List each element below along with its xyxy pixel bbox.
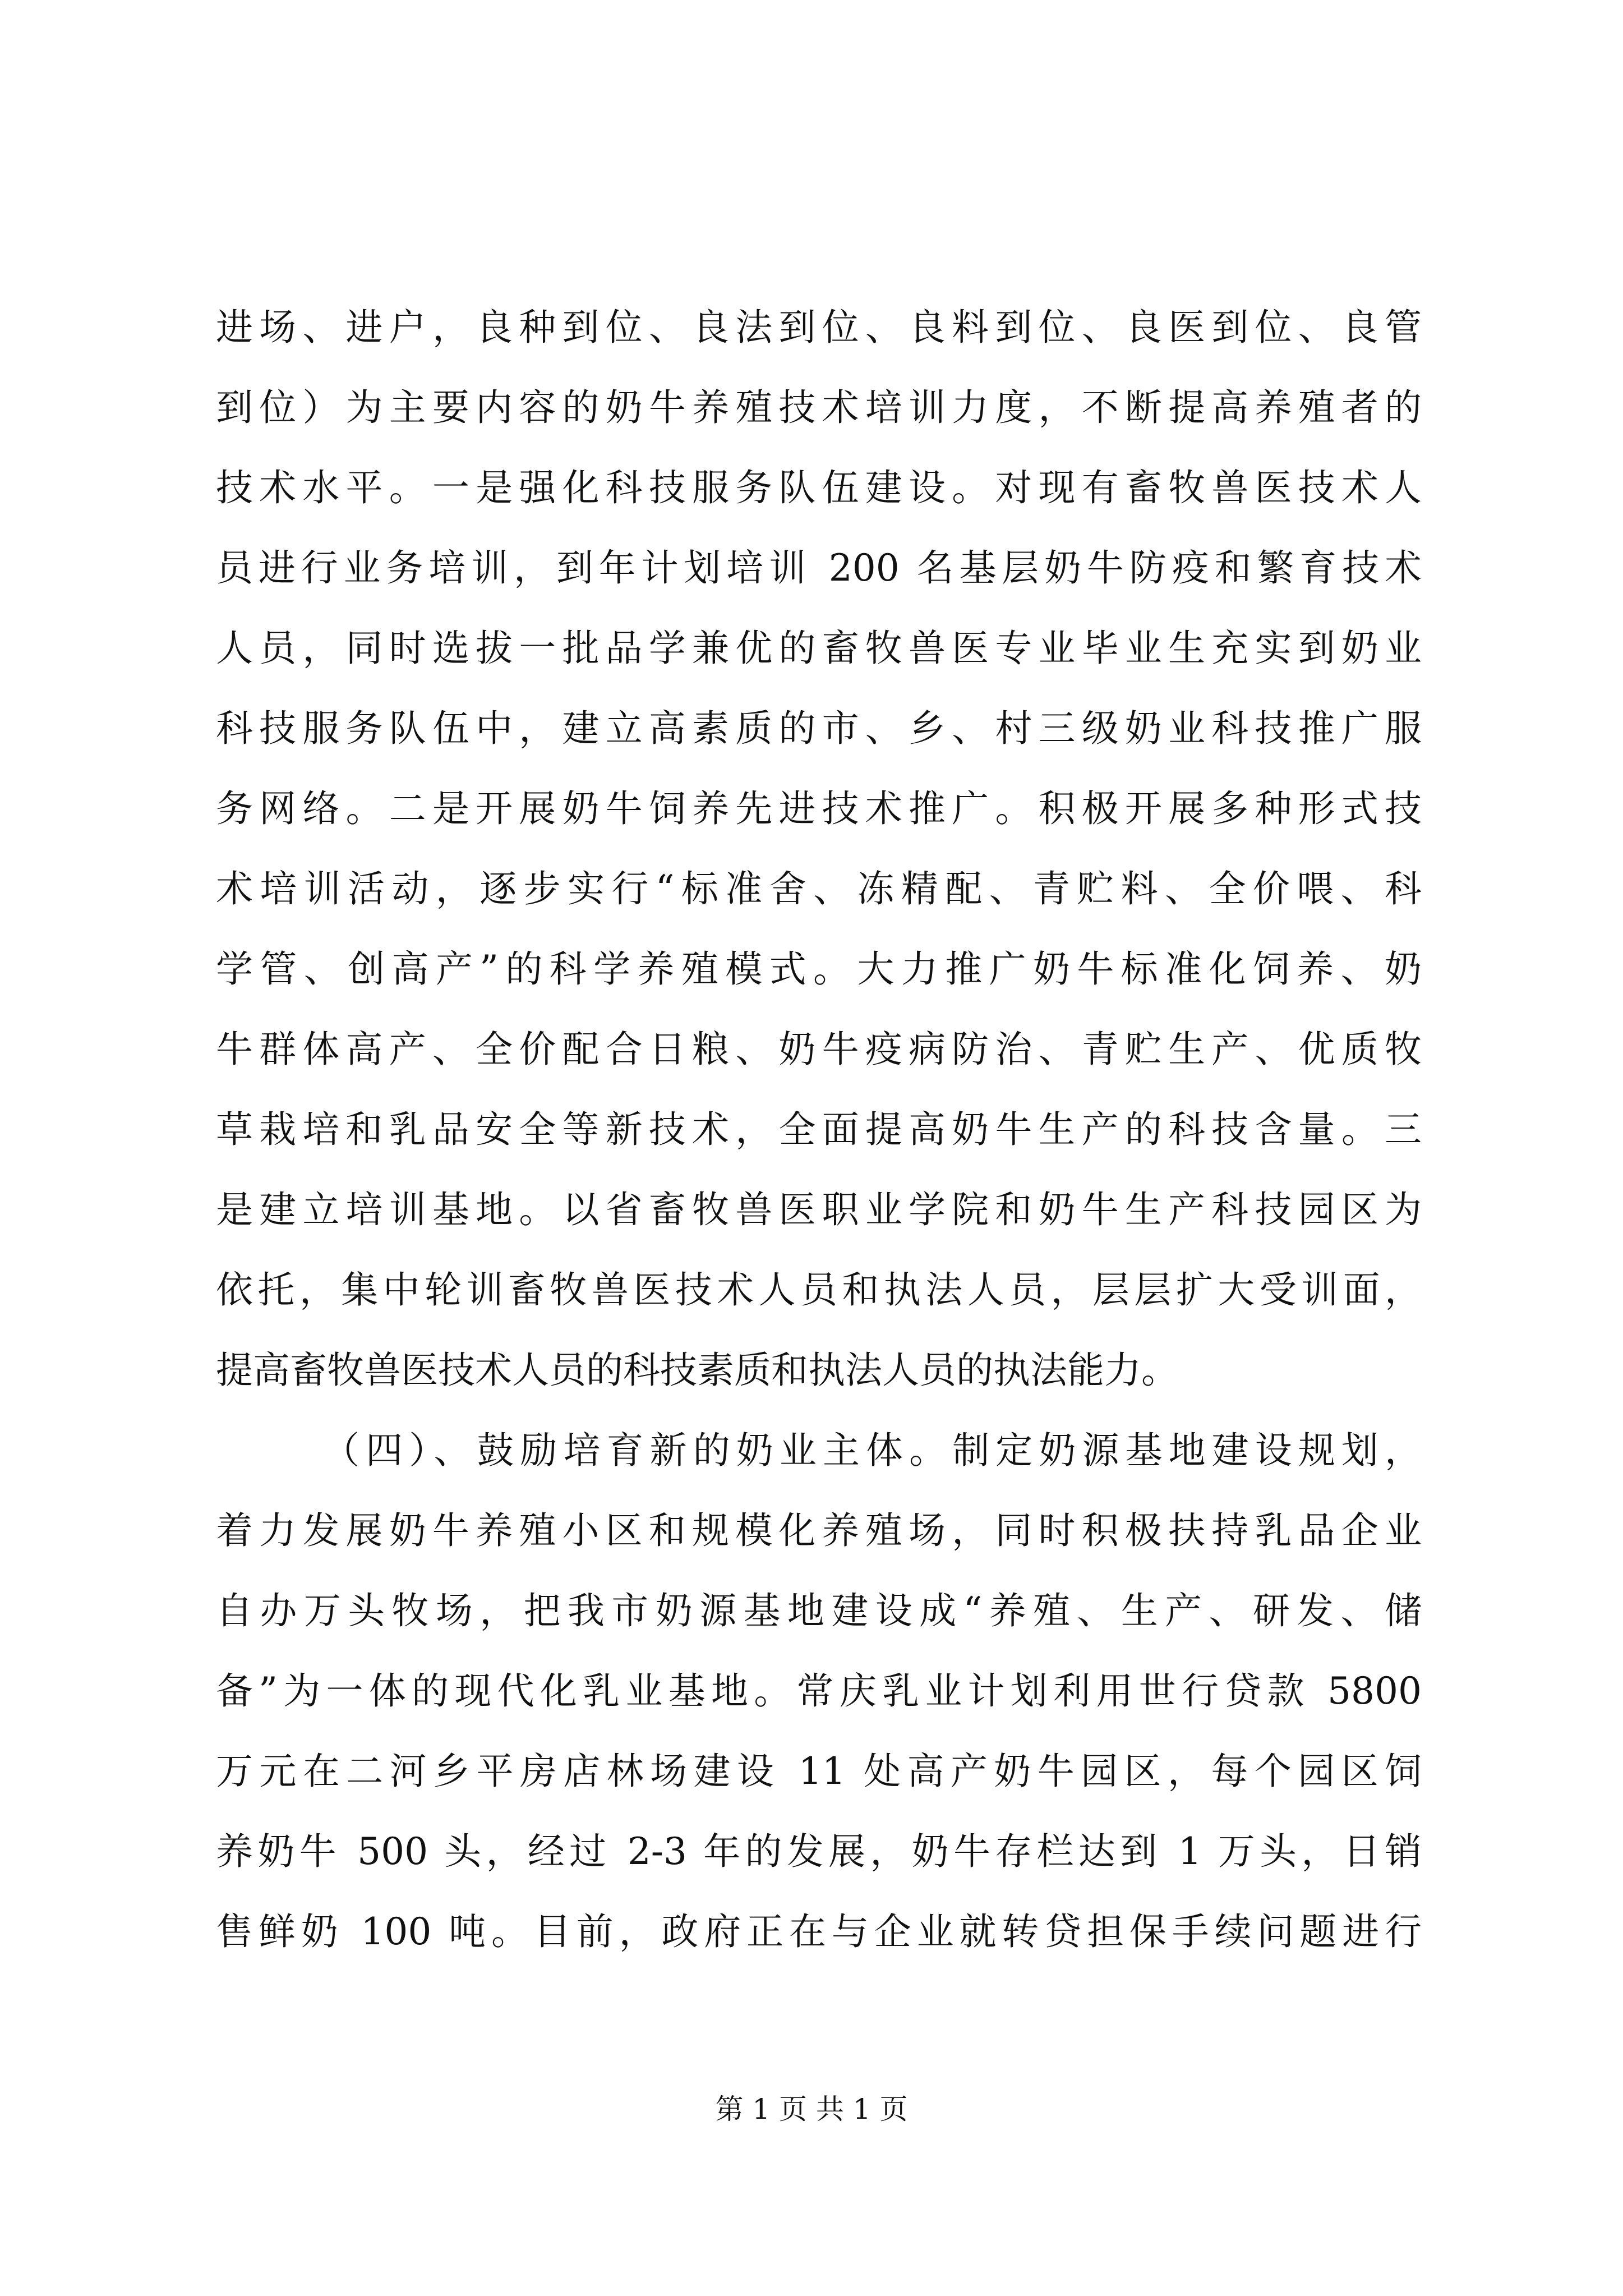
text-line: 术培训活动，逐步实行“标准舍、冻精配、青贮料、全价喂、科 [216,867,1422,910]
text-line: 学管、创高产”的科学养殖模式。大力推广奶牛标准化饲养、奶 [216,947,1422,991]
text-line: 进场、进户，良种到位、良法到位、良料到位、良医到位、良管 [216,306,1422,349]
body-text [216,287,1422,1972]
text-line: 牛群体高产、全价配合日粮、奶牛疫病防治、青贮生产、优质牧 [216,1028,1422,1071]
text-line: 科技服务队伍中，建立高素质的市、乡、村三级奶业科技推广服 [216,707,1422,750]
text-line: 万元在二河乡平房店林场建设 11 处高产奶牛园区，每个园区饲 [216,1750,1422,1793]
page-number-footer: 第 1 页 共 1 页 [715,2093,908,2125]
text-line: 售鲜奶 100 吨。目前，政府正在与企业就转贷担保手续问题进行 [216,1910,1422,1953]
text-line: 是建立培训基地。以省畜牧兽医职业学院和奶牛生产科技园区为 [216,1188,1422,1231]
text-line: 草栽培和乳品安全等新技术，全面提高奶牛生产的科技含量。三 [216,1108,1422,1151]
text-line-paragraph-start: （四）、鼓励培育新的奶业主体。制定奶源基地建设规划， [322,1429,1422,1472]
text-line: 依托，集中轮训畜牧兽医技术人员和执法人员，层层扩大受训面， [216,1268,1422,1312]
text-line: 到位）为主要内容的奶牛养殖技术培训力度，不断提高养殖者的 [216,386,1422,429]
text-line: 务网络。二是开展奶牛饲养先进技术推广。积极开展多种形式技 [216,787,1422,830]
text-line: 备”为一体的现代化乳业基地。常庆乳业计划利用世行贷款 5800 [216,1669,1422,1713]
text-line: 着力发展奶牛养殖小区和规模化养殖场，同时积极扶持乳品企业 [216,1509,1422,1552]
text-line: 技术水平。一是强化科技服务队伍建设。对现有畜牧兽医技术人 [216,466,1422,509]
text-line: 人员，同时选拔一批品学兼优的畜牧兽医专业毕业生充实到奶业 [216,627,1422,670]
text-line: 养奶牛 500 头，经过 2-3 年的发展，奶牛存栏达到 1 万头，日销 [216,1830,1422,1873]
text-line: 员进行业务培训，到年计划培训 200 名基层奶牛防疫和繁育技术 [216,546,1422,590]
text-line: 自办万头牧场，把我市奶源基地建设成“养殖、生产、研发、储 [216,1589,1422,1632]
text-line-paragraph-end: 提高畜牧兽医技术人员的科技素质和执法人员的执法能力。 [216,1349,1178,1392]
